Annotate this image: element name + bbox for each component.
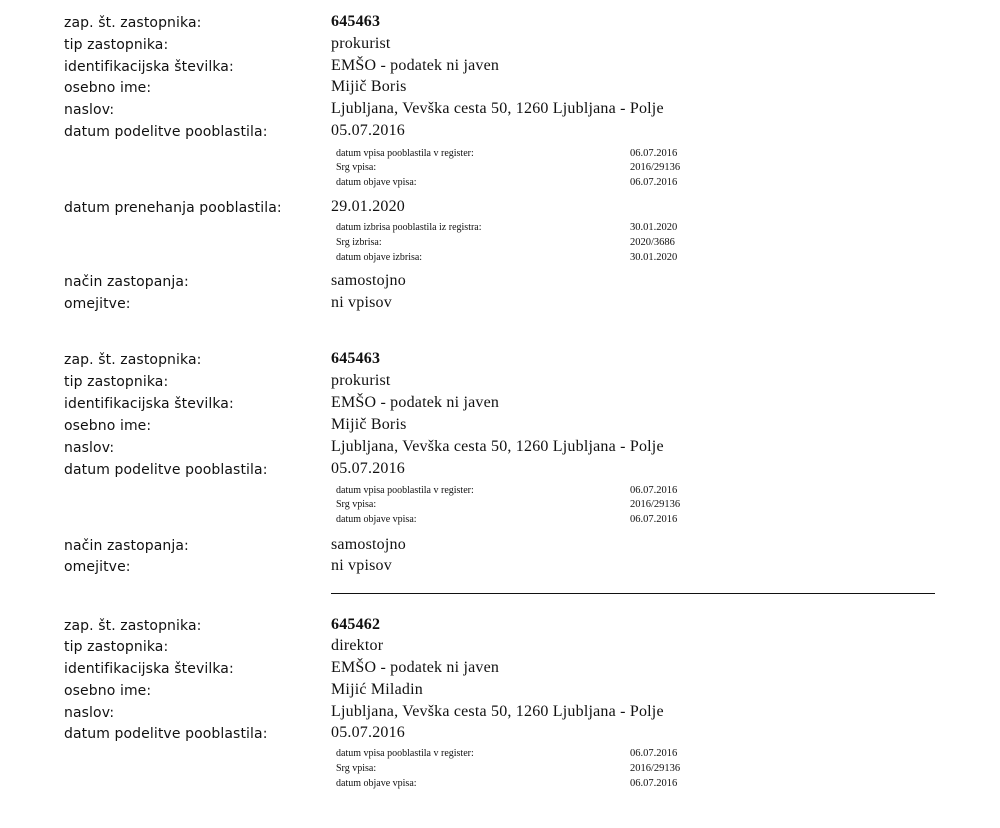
subfield-label: datum vpisa pooblastila v register: <box>336 485 474 496</box>
field-row-naslov <box>0 703 1000 725</box>
subfield-row-srg-vpisa <box>0 499 1000 512</box>
field-value: 05.07.2016 <box>331 122 405 139</box>
field-label: osebno ime: <box>64 80 152 96</box>
subfield-value: 30.01.2020 <box>630 252 678 263</box>
section-divider <box>331 593 935 594</box>
field-row-datum-prenehanja <box>0 198 1000 220</box>
field-row-naslov <box>0 438 1000 460</box>
field-value: 645463 <box>331 350 381 367</box>
field-value: direktor <box>331 637 384 654</box>
field-label: zap. št. zastopnika: <box>64 352 202 368</box>
field-value: ni vpisov <box>331 294 392 311</box>
field-label: omejitve: <box>64 296 131 312</box>
field-row-datum-podelitve <box>0 460 1000 482</box>
subfield-row-datum-objave-vpisa <box>0 514 1000 527</box>
subfield-label: datum izbrisa pooblastila iz registra: <box>336 222 482 233</box>
field-label: tip zastopnika: <box>64 374 169 390</box>
field-label: naslov: <box>64 705 115 721</box>
field-row-ident <box>0 394 1000 416</box>
subfield-value: 06.07.2016 <box>630 485 678 496</box>
subfield-value: 06.07.2016 <box>630 748 678 759</box>
field-value: Mijič Boris <box>331 416 407 433</box>
field-label: datum podelitve pooblastila: <box>64 462 268 478</box>
field-row-zap-st <box>0 13 1000 35</box>
field-row-datum-podelitve <box>0 122 1000 144</box>
subfield-row-datum-izbrisa <box>0 222 1000 235</box>
field-value: samostojno <box>331 272 406 289</box>
subfield-label: datum objave vpisa: <box>336 778 417 789</box>
field-row-omejitve <box>0 557 1000 579</box>
field-value: 05.07.2016 <box>331 460 405 477</box>
subfield-value: 2016/29136 <box>630 763 681 774</box>
subfield-label: Srg vpisa: <box>336 763 377 774</box>
field-row-omejitve <box>0 294 1000 316</box>
field-row-naslov <box>0 100 1000 122</box>
field-label: tip zastopnika: <box>64 639 169 655</box>
field-label: omejitve: <box>64 559 131 575</box>
subfield-value: 2020/3686 <box>630 237 675 248</box>
field-row-nacin <box>0 272 1000 294</box>
field-value: 05.07.2016 <box>331 724 405 741</box>
field-label: datum prenehanja pooblastila: <box>64 200 282 216</box>
field-value: Mijič Boris <box>331 78 407 95</box>
subfield-row-datum-objave-izbrisa <box>0 252 1000 265</box>
field-row-datum-podelitve <box>0 724 1000 746</box>
subfield-label: datum objave izbrisa: <box>336 252 423 263</box>
field-row-tip <box>0 372 1000 394</box>
field-value: Ljubljana, Vevška cesta 50, 1260 Ljubljana - Polje <box>331 100 664 117</box>
field-value: 645463 <box>331 13 381 30</box>
field-row-osebno <box>0 416 1000 438</box>
field-label: zap. št. zastopnika: <box>64 15 202 31</box>
field-row-osebno <box>0 78 1000 100</box>
subfield-row-datum-vpisa <box>0 748 1000 761</box>
subfield-row-datum-vpisa <box>0 485 1000 498</box>
field-value: 29.01.2020 <box>331 198 405 215</box>
subfield-value: 2016/29136 <box>630 162 681 173</box>
field-label: naslov: <box>64 102 115 118</box>
field-label: identifikacijska številka: <box>64 661 234 677</box>
field-row-ident <box>0 659 1000 681</box>
field-row-tip <box>0 35 1000 57</box>
subfield-row-srg-izbrisa <box>0 237 1000 250</box>
field-row-nacin <box>0 536 1000 558</box>
field-value: ni vpisov <box>331 557 392 574</box>
field-label: naslov: <box>64 440 115 456</box>
subfield-label: Srg vpisa: <box>336 162 377 173</box>
field-label: način zastopanja: <box>64 538 189 554</box>
field-value: EMŠO - podatek ni javen <box>331 659 500 676</box>
field-label: datum podelitve pooblastila: <box>64 726 268 742</box>
subfield-row-srg-vpisa <box>0 763 1000 776</box>
field-value: prokurist <box>331 372 391 389</box>
field-label: osebno ime: <box>64 418 152 434</box>
subfield-label: datum objave vpisa: <box>336 177 417 188</box>
field-value: EMŠO - podatek ni javen <box>331 394 500 411</box>
field-label: zap. št. zastopnika: <box>64 618 202 634</box>
field-label: datum podelitve pooblastila: <box>64 124 268 140</box>
field-label: identifikacijska številka: <box>64 59 234 75</box>
subfield-value: 06.07.2016 <box>630 514 678 525</box>
subfield-value: 06.07.2016 <box>630 177 678 188</box>
subfield-value: 06.07.2016 <box>630 778 678 789</box>
field-row-ident <box>0 57 1000 79</box>
field-row-zap-st <box>0 616 1000 638</box>
field-label: osebno ime: <box>64 683 152 699</box>
subfield-label: datum vpisa pooblastila v register: <box>336 748 474 759</box>
subfield-label: datum objave vpisa: <box>336 514 417 525</box>
subfield-value: 2016/29136 <box>630 499 681 510</box>
subfield-label: Srg izbrisa: <box>336 237 382 248</box>
field-row-tip <box>0 637 1000 659</box>
field-value: Ljubljana, Vevška cesta 50, 1260 Ljubljana - Polje <box>331 438 664 455</box>
subfield-row-srg-vpisa <box>0 162 1000 175</box>
field-value: EMŠO - podatek ni javen <box>331 57 500 74</box>
subfield-row-datum-vpisa <box>0 148 1000 161</box>
subfield-row-datum-objave-vpisa <box>0 177 1000 190</box>
field-value: samostojno <box>331 536 406 553</box>
subfield-value: 30.01.2020 <box>630 222 678 233</box>
field-value: 645462 <box>331 616 381 633</box>
subfield-row-datum-objave-vpisa <box>0 778 1000 791</box>
field-label: način zastopanja: <box>64 274 189 290</box>
field-label: identifikacijska številka: <box>64 396 234 412</box>
field-label: tip zastopnika: <box>64 37 169 53</box>
field-row-osebno <box>0 681 1000 703</box>
field-row-zap-st <box>0 350 1000 372</box>
subfield-label: datum vpisa pooblastila v register: <box>336 148 474 159</box>
field-value: prokurist <box>331 35 391 52</box>
subfield-label: Srg vpisa: <box>336 499 377 510</box>
field-value: Ljubljana, Vevška cesta 50, 1260 Ljubljana - Polje <box>331 703 664 720</box>
subfield-value: 06.07.2016 <box>630 148 678 159</box>
field-value: Mijić Miladin <box>331 681 423 698</box>
